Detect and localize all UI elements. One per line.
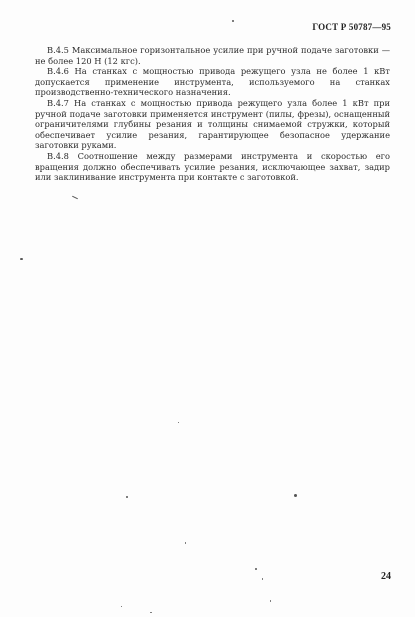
document-body: [35, 45, 390, 183]
scan-speck: [121, 606, 122, 607]
scan-speck: [262, 578, 263, 580]
scan-speck: [178, 422, 179, 423]
page-number: 24: [381, 571, 391, 582]
paragraph-b-4-8: В.4.8 Соотношение между размерами инструмента и скоростью его вращения должно обеспечивать усилие резания, исключающее захват, задир или заклинивание инструмента при контакте с заготовкой.: [35, 150, 390, 183]
paragraph-b-4-6: В.4.6 На станках с мощностью привода режущего узла не более 1 кВт допускается применение инструмента, используемого на станках производственно-технического назначения.: [35, 66, 390, 98]
scan-speck: [270, 600, 271, 602]
scan-speck: [20, 258, 23, 260]
paragraph-b-4-7: В.4.7 На станках с мощностью привода режущего узла более 1 кВт при ручной подаче заготовки применяется инструмент (пилы, фрезы), оснащенный ограничителями глубины резания и толщины снимаемой стружки, который обеспечивает усилие резания, гарантирующее безопасное удержание заготовки руками.: [35, 97, 390, 151]
scan-speck: [255, 568, 257, 570]
scan-speck: [294, 494, 297, 497]
scan-speck: [232, 20, 234, 22]
scan-speck: [150, 612, 152, 613]
scan-speck: [185, 542, 186, 544]
scan-speck: [72, 196, 78, 199]
scan-speck: [126, 496, 128, 498]
paragraph-b-4-5: В.4.5 Максимальное горизонтальное усилие при ручной подаче заготовки — не более 120 Н (12 кгс).: [35, 45, 390, 66]
document-code-header: ГОСТ Р 50787—95: [312, 22, 391, 32]
